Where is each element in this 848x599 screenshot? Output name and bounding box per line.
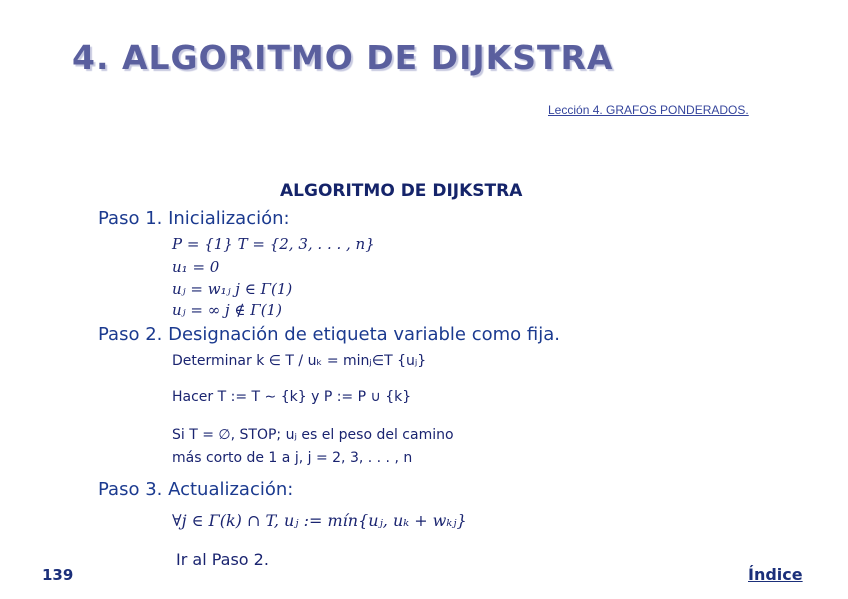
step-2-line-2: Hacer T := T ∼ {k} y P := P ∪ {k} bbox=[172, 389, 412, 405]
step-3-label: Paso 3. Actualización: bbox=[98, 479, 294, 500]
step-1-line-4: uⱼ = ∞ j ∉ Γ(1) bbox=[172, 301, 282, 319]
lesson-link[interactable]: Lección 4. GRAFOS PONDERADOS. bbox=[548, 103, 749, 117]
step-3-line-2: Ir al Paso 2. bbox=[176, 550, 269, 569]
algorithm-heading: ALGORITMO DE DIJKSTRA bbox=[280, 181, 523, 201]
page-number: 139 bbox=[42, 566, 74, 584]
page-title: 4. ALGORITMO DE DIJKSTRA bbox=[72, 38, 614, 77]
step-2-line-4: más corto de 1 a j, j = 2, 3, . . . , n bbox=[172, 450, 413, 466]
step-2-line-1: Determinar k ∈ T / uₖ = minⱼ∈T {uⱼ} bbox=[172, 353, 427, 369]
step-1-line-1: P = {1} T = {2, 3, . . . , n} bbox=[172, 235, 375, 253]
index-link[interactable]: Índice bbox=[748, 565, 803, 584]
step-1-line-2: u₁ = 0 bbox=[172, 258, 220, 276]
step-1-label: Paso 1. Inicialización: bbox=[98, 208, 290, 229]
step-3-line-1: ∀j ∈ Γ(k) ∩ T, uⱼ := mín{uⱼ, uₖ + wₖⱼ} bbox=[172, 511, 467, 530]
step-2-label: Paso 2. Designación de etiqueta variable como fija. bbox=[98, 324, 560, 345]
step-2-line-3: Si T = ∅, STOP; uⱼ es el peso del camino bbox=[172, 427, 454, 443]
step-1-line-3: uⱼ = w₁ⱼ j ∈ Γ(1) bbox=[172, 280, 293, 298]
